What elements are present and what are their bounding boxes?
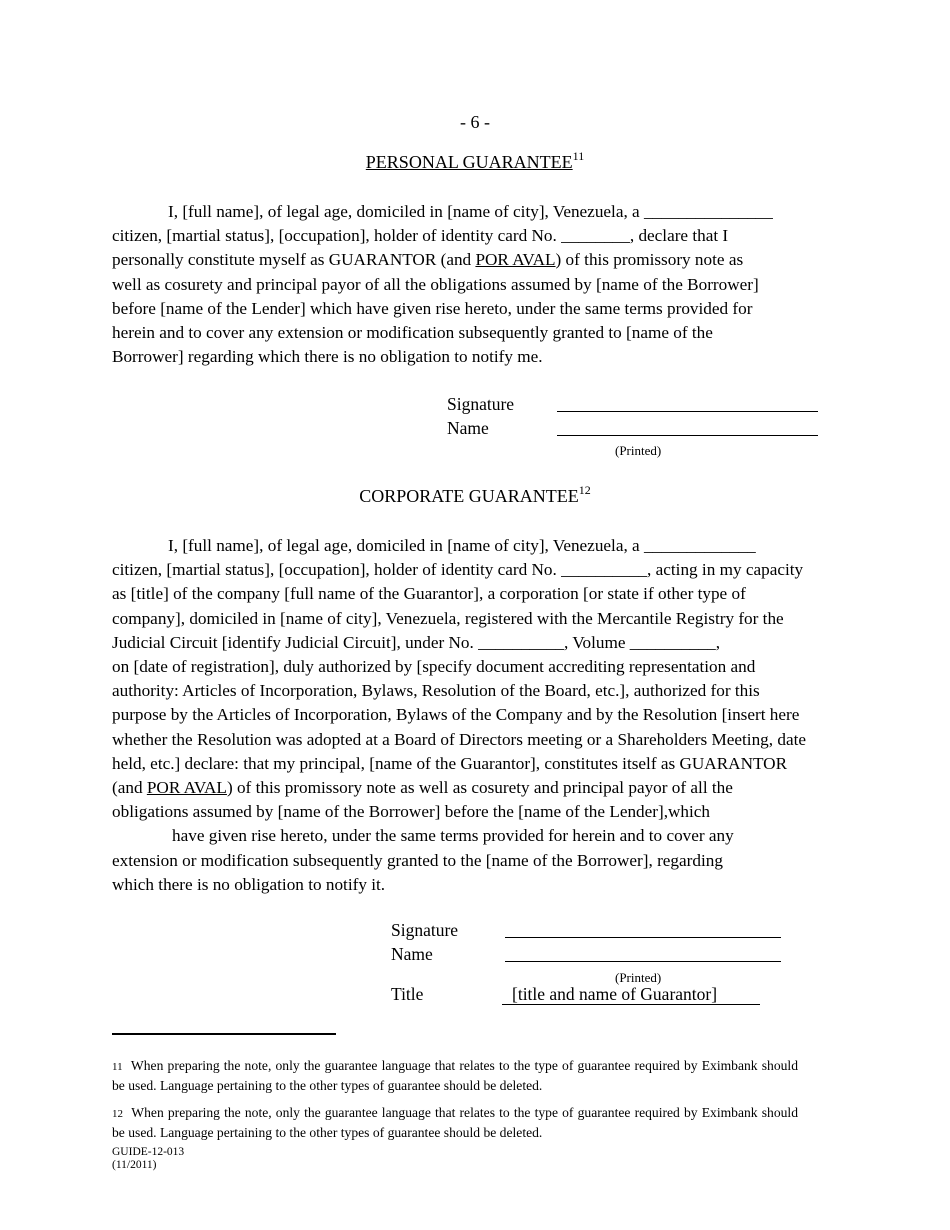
corporate-title-label: Title bbox=[391, 984, 424, 1004]
corporate-guarantee-heading bbox=[0, 483, 950, 507]
guide-code: GUIDE-12-013 bbox=[112, 1146, 185, 1158]
paragraph-line: held, etc.] declare: that my principal, [name of the Guarantor], constitutes itself as GUARANTOR bbox=[112, 753, 788, 773]
paragraph-line: citizen, [martial status], [occupation], holder of identity card No. __________, acting in my capacity bbox=[112, 560, 804, 580]
corporate-guarantee-paragraph bbox=[112, 534, 842, 897]
footnote-ref-12: 12 bbox=[578, 483, 591, 497]
footnote-text: When preparing the note, only the guarantee language that relates to the type of guarantee required by Eximbank should be used. Language pertaining to the other types of guarantee should be deleted. bbox=[112, 1058, 799, 1093]
paragraph-line: which there is no obligation to notify it. bbox=[112, 874, 386, 894]
footnote-12 bbox=[112, 1104, 798, 1142]
paragraph-line: well as cosurety and principal payor of all the obligations assumed by [name of the Borrower] bbox=[112, 274, 759, 294]
paragraph-line: before [name of the Lender] which have given rise hereto, under the same terms provided for bbox=[112, 298, 753, 318]
personal-name-line[interactable] bbox=[557, 435, 818, 436]
corporate-name-label: Name bbox=[391, 944, 433, 964]
paragraph-line: company], domiciled in [name of city], Venezuela, registered with the Mercantile Registry for the bbox=[112, 608, 784, 628]
paragraph-line: on [date of registration], duly authorized by [specify document accrediting representation and bbox=[112, 657, 756, 677]
paragraph-line: Borrower] regarding which there is no obligation to notify me. bbox=[112, 347, 543, 367]
page-number: - 6 - bbox=[460, 112, 490, 132]
personal-name-label: Name bbox=[447, 418, 489, 438]
paragraph-line: citizen, [martial status], [occupation], holder of identity card No. ________, declare that I bbox=[112, 226, 729, 246]
corporate-name-line[interactable] bbox=[505, 961, 781, 962]
footnote-number: 12 bbox=[112, 1108, 123, 1120]
corporate-printed-label: (Printed) bbox=[615, 970, 662, 985]
paragraph-line: authority: Articles of Incorporation, Bylaws, Resolution of the Board, etc.], authorized for this bbox=[112, 681, 760, 701]
paragraph-line: have given rise hereto, under the same terms provided for herein and to cover any bbox=[172, 826, 734, 846]
personal-printed-label: (Printed) bbox=[615, 443, 662, 458]
paragraph-line: purpose by the Articles of Incorporation, Bylaws of the Company and by the Resolution [insert here bbox=[112, 705, 800, 725]
footnote-11 bbox=[112, 1057, 798, 1095]
corporate-title-line[interactable] bbox=[502, 1004, 760, 1005]
paragraph-line: obligations assumed by [name of the Borrower] before the [name of the Lender],which bbox=[112, 802, 711, 822]
footnote-separator bbox=[112, 1033, 336, 1035]
paragraph-line: herein and to cover any extension or modification subsequently granted to [name of the bbox=[112, 323, 713, 343]
footnote-ref-11: 11 bbox=[572, 149, 585, 163]
corporate-guarantee-title: CORPORATE GUARANTEE bbox=[359, 486, 579, 506]
paragraph-line: whether the Resolution was adopted at a Board of Directors meeting or a Shareholders Meeting, date bbox=[112, 729, 806, 749]
paragraph-line: I, [full name], of legal age, domiciled in [name of city], Venezuela, a _____________ bbox=[168, 536, 756, 555]
corporate-signature-line[interactable] bbox=[505, 937, 781, 938]
por-aval-text: POR AVAL bbox=[146, 778, 227, 798]
paragraph-line: personally constitute myself as GUARANTOR (and POR AVAL) of this promissory note as bbox=[112, 250, 744, 270]
personal-signature-line[interactable] bbox=[557, 411, 818, 412]
corporate-signature-label: Signature bbox=[391, 920, 459, 940]
personal-guarantee-heading bbox=[0, 149, 950, 173]
paragraph-line: (and POR AVAL) of this promissory note as well as cosurety and principal payor of all the bbox=[112, 778, 733, 798]
footnote-number: 11 bbox=[112, 1061, 123, 1073]
paragraph-line: Judicial Circuit [identify Judicial Circuit], under No. __________, Volume __________, bbox=[112, 632, 721, 652]
paragraph-line: I, [full name], of legal age, domiciled in [name of city], Venezuela, a _______________ bbox=[168, 202, 773, 221]
footnote-text: When preparing the note, only the guarantee language that relates to the type of guarantee required by Eximbank should be used. Language pertaining to the other types of guarantee should be deleted. bbox=[112, 1105, 798, 1140]
personal-guarantee-title: PERSONAL GUARANTEE bbox=[365, 152, 573, 172]
paragraph-line: extension or modification subsequently granted to the [name of the Borrower], regarding bbox=[112, 850, 723, 870]
corporate-title-value: [title and name of Guarantor] bbox=[512, 984, 718, 1004]
personal-guarantee-paragraph bbox=[112, 200, 842, 369]
personal-signature-label: Signature bbox=[447, 394, 515, 414]
paragraph-line: as [title] of the company [full name of the Guarantor], a corporation [or state if other type of bbox=[112, 584, 746, 604]
por-aval-text: POR AVAL bbox=[475, 250, 556, 270]
guide-date: (11/2011) bbox=[112, 1159, 157, 1171]
